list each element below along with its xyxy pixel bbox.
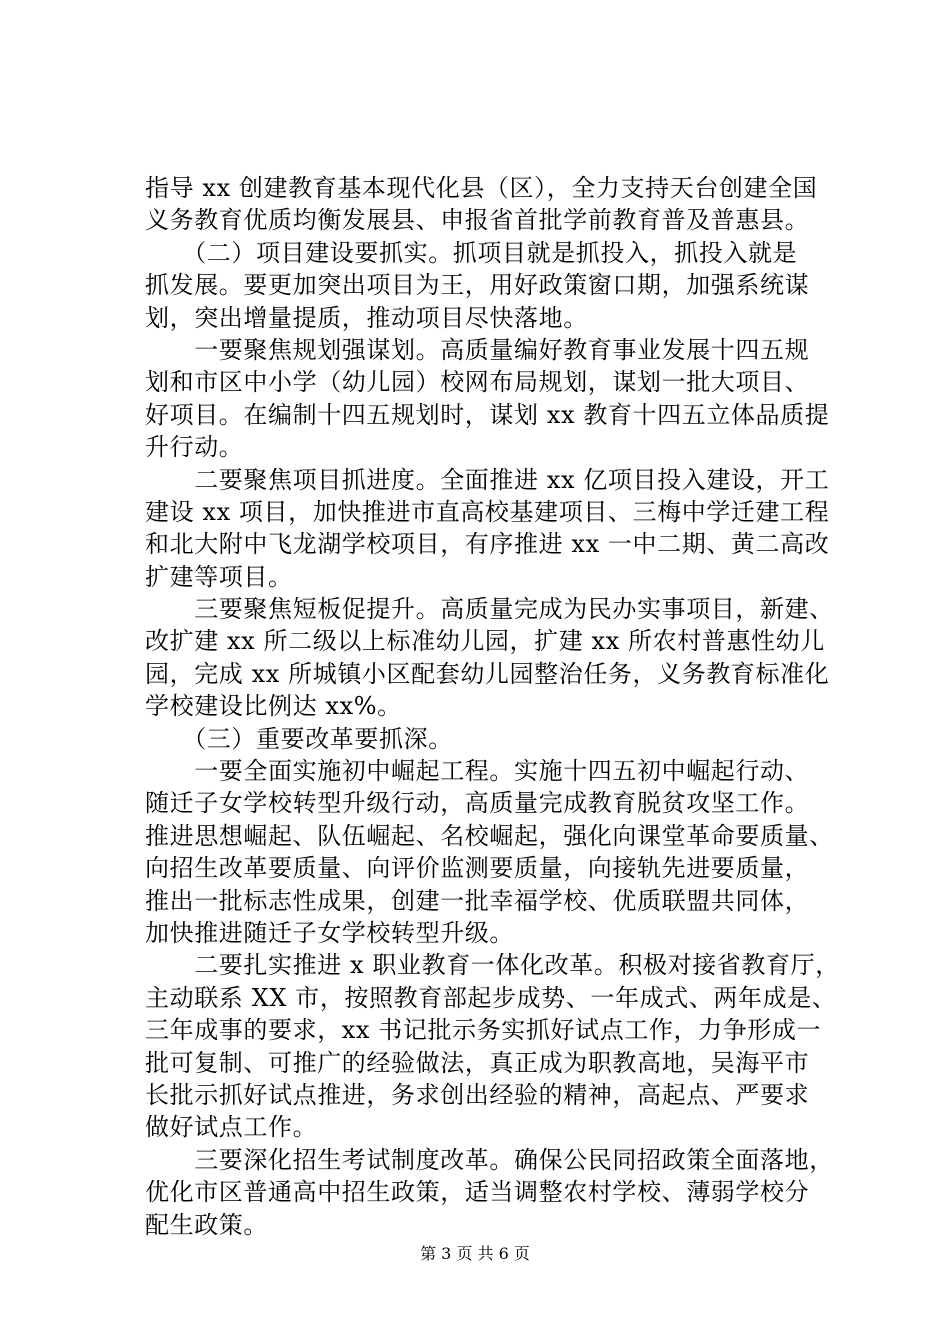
- text-line: 和北大附中飞龙湖学校项目，有序推进 xx 一中二期、黄二高改: [145, 530, 830, 559]
- text-line: 指导 xx 创建教育基本现代化县（区），全力支持天台创建全国: [145, 174, 818, 202]
- text-line: 划，突出增量提质，推动项目尽快落地。: [145, 303, 588, 332]
- text-line: 园，完成 xx 所城镇小区配套幼儿园整治任务，义务教育标准化: [145, 659, 830, 688]
- text-line: 推出一批标志性成果，创建一批幸福学校、优质联盟共同体，: [145, 886, 810, 915]
- text-line: 长批示抓好试点推进，务求创出经验的精神，高起点、严要求: [145, 1080, 810, 1109]
- text-line: 主动联系 XX 市，按照教育部起步成势、一年成式、两年成是、: [145, 983, 837, 1012]
- text-line: 改扩建 xx 所二级以上标准幼儿园，扩建 xx 所农村普惠性幼儿: [145, 627, 825, 656]
- text-line: 三年成事的要求，xx 书记批示务实抓好试点工作，力争形成一: [145, 1016, 822, 1045]
- body-text: [145, 172, 840, 1241]
- text-line: 划和市区中小学（幼儿园）校网布局规划，谋划一批大项目、: [145, 368, 810, 397]
- text-line: 向招生改革要质量、向评价监测要质量，向接轨先进要质量，: [145, 854, 810, 883]
- text-line: 义务教育优质均衡发展县、申报省首批学前教育普及普惠县。: [145, 206, 810, 235]
- text-line: 三要深化招生考试制度改革。确保公民同招政策全面落地，: [145, 1145, 834, 1174]
- text-line: 加快推进随迁子女学校转型升级。: [145, 918, 514, 947]
- text-line: 扩建等项目。: [145, 562, 293, 591]
- text-line: 建设 xx 项目，加快推进市直高校基建项目、三梅中学迁建工程: [145, 497, 830, 526]
- text-line: 批可复制、可推广的经验做法，真正成为职教高地，吴海平市: [145, 1048, 810, 1077]
- text-line: 学校建设比例达 xx%。: [145, 692, 402, 721]
- text-line: 随迁子女学校转型升级行动，高质量完成教育脱贫攻坚工作。: [145, 789, 810, 818]
- text-line: 三要聚焦短板促提升。高质量完成为民办实事项目，新建、: [145, 595, 834, 624]
- text-line: 二要扎实推进 x 职业教育一体化改革。积极对接省教育厅，: [145, 951, 840, 980]
- page-footer: 第 3 页 共 6 页: [420, 1244, 530, 1263]
- text-line: （三）重要改革要抓深。: [145, 724, 453, 753]
- text-line: 好项目。在编制十四五规划时，谋划 xx 教育十四五立体品质提: [145, 400, 830, 429]
- text-line: 配生政策。: [145, 1210, 268, 1239]
- text-line: 推进思想崛起、队伍崛起、名校崛起，强化向课堂革命要质量、: [145, 821, 834, 850]
- text-line: 抓发展。要更加突出项目为王，用好政策窗口期，加强系统谋: [145, 271, 810, 300]
- text-line: 升行动。: [145, 433, 244, 462]
- text-line: （二）项目建设要抓实。抓项目就是抓投入，抓投入就是: [145, 238, 798, 267]
- text-line: 做好试点工作。: [145, 1113, 318, 1142]
- text-line: 优化市区普通高中招生政策，适当调整农村学校、薄弱学校分: [145, 1178, 810, 1207]
- text-line: 一要全面实施初中崛起工程。实施十四五初中崛起行动、: [145, 757, 810, 786]
- text-line: 二要聚焦项目抓进度。全面推进 xx 亿项目投入建设，开工: [145, 465, 830, 494]
- text-line: 一要聚焦规划强谋划。高质量编好教育事业发展十四五规: [145, 335, 810, 364]
